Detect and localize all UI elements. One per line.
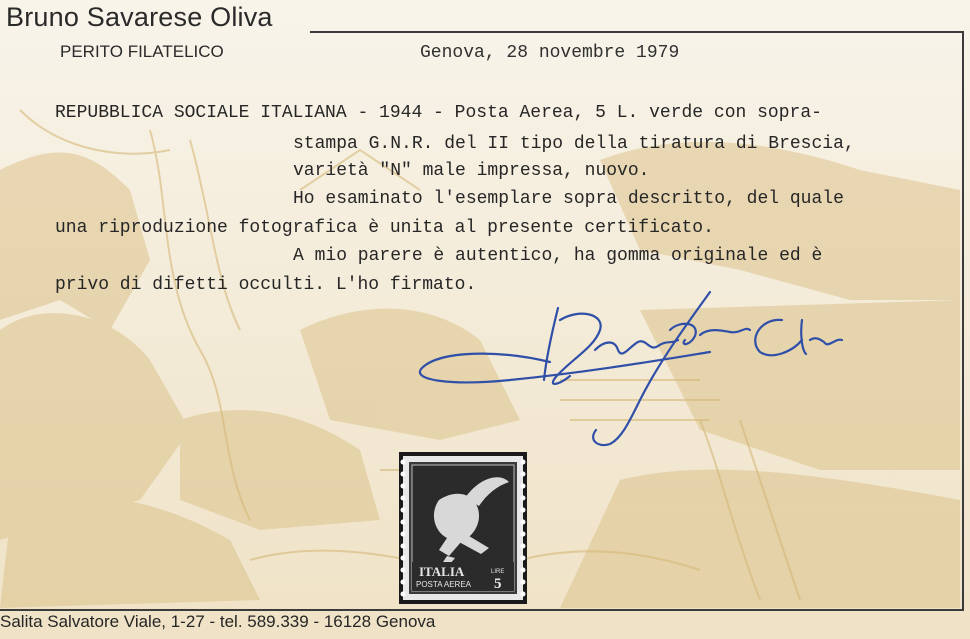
stamp-currency: LIRE <box>491 569 505 575</box>
body-line-7: privo di difetti occulti. L'ho firmato. <box>55 275 477 295</box>
frame-top-rule <box>310 31 964 33</box>
stamp-country: ITALIA <box>419 564 465 579</box>
frame-bottom-rule <box>0 609 964 611</box>
handwritten-signature <box>410 280 850 450</box>
footer-address: Salita Salvatore Viale, 1-27 - tel. 589.339 - 16128 Genova <box>0 612 436 631</box>
expert-title: PERITO FILATELICO <box>60 42 224 61</box>
body-line-5: una riproduzione fotografica è unita al presente certificato. <box>55 218 714 238</box>
stamp-value: 5 <box>494 576 502 592</box>
body-line-4: Ho esaminato l'esemplare sopra descritto, del quale <box>293 189 844 209</box>
body-line-1: REPUBBLICA SOCIALE ITALIANA - 1944 - Posta Aerea, 5 L. verde con sopra- <box>55 103 822 123</box>
expert-name: Bruno Savarese Oliva <box>6 2 273 32</box>
stamp-photograph <box>399 452 527 604</box>
stamp-service: POSTA AEREA <box>416 580 471 589</box>
body-line-3: varietà "N" male impressa, nuovo. <box>293 161 650 181</box>
body-line-6: A mio parere è autentico, ha gomma originale ed è <box>293 246 823 266</box>
frame-right-rule <box>962 31 964 611</box>
certificate-date: Genova, 28 novembre 1979 <box>420 43 680 63</box>
body-line-2: stampa G.N.R. del II tipo della tiratura di Brescia, <box>293 134 855 154</box>
